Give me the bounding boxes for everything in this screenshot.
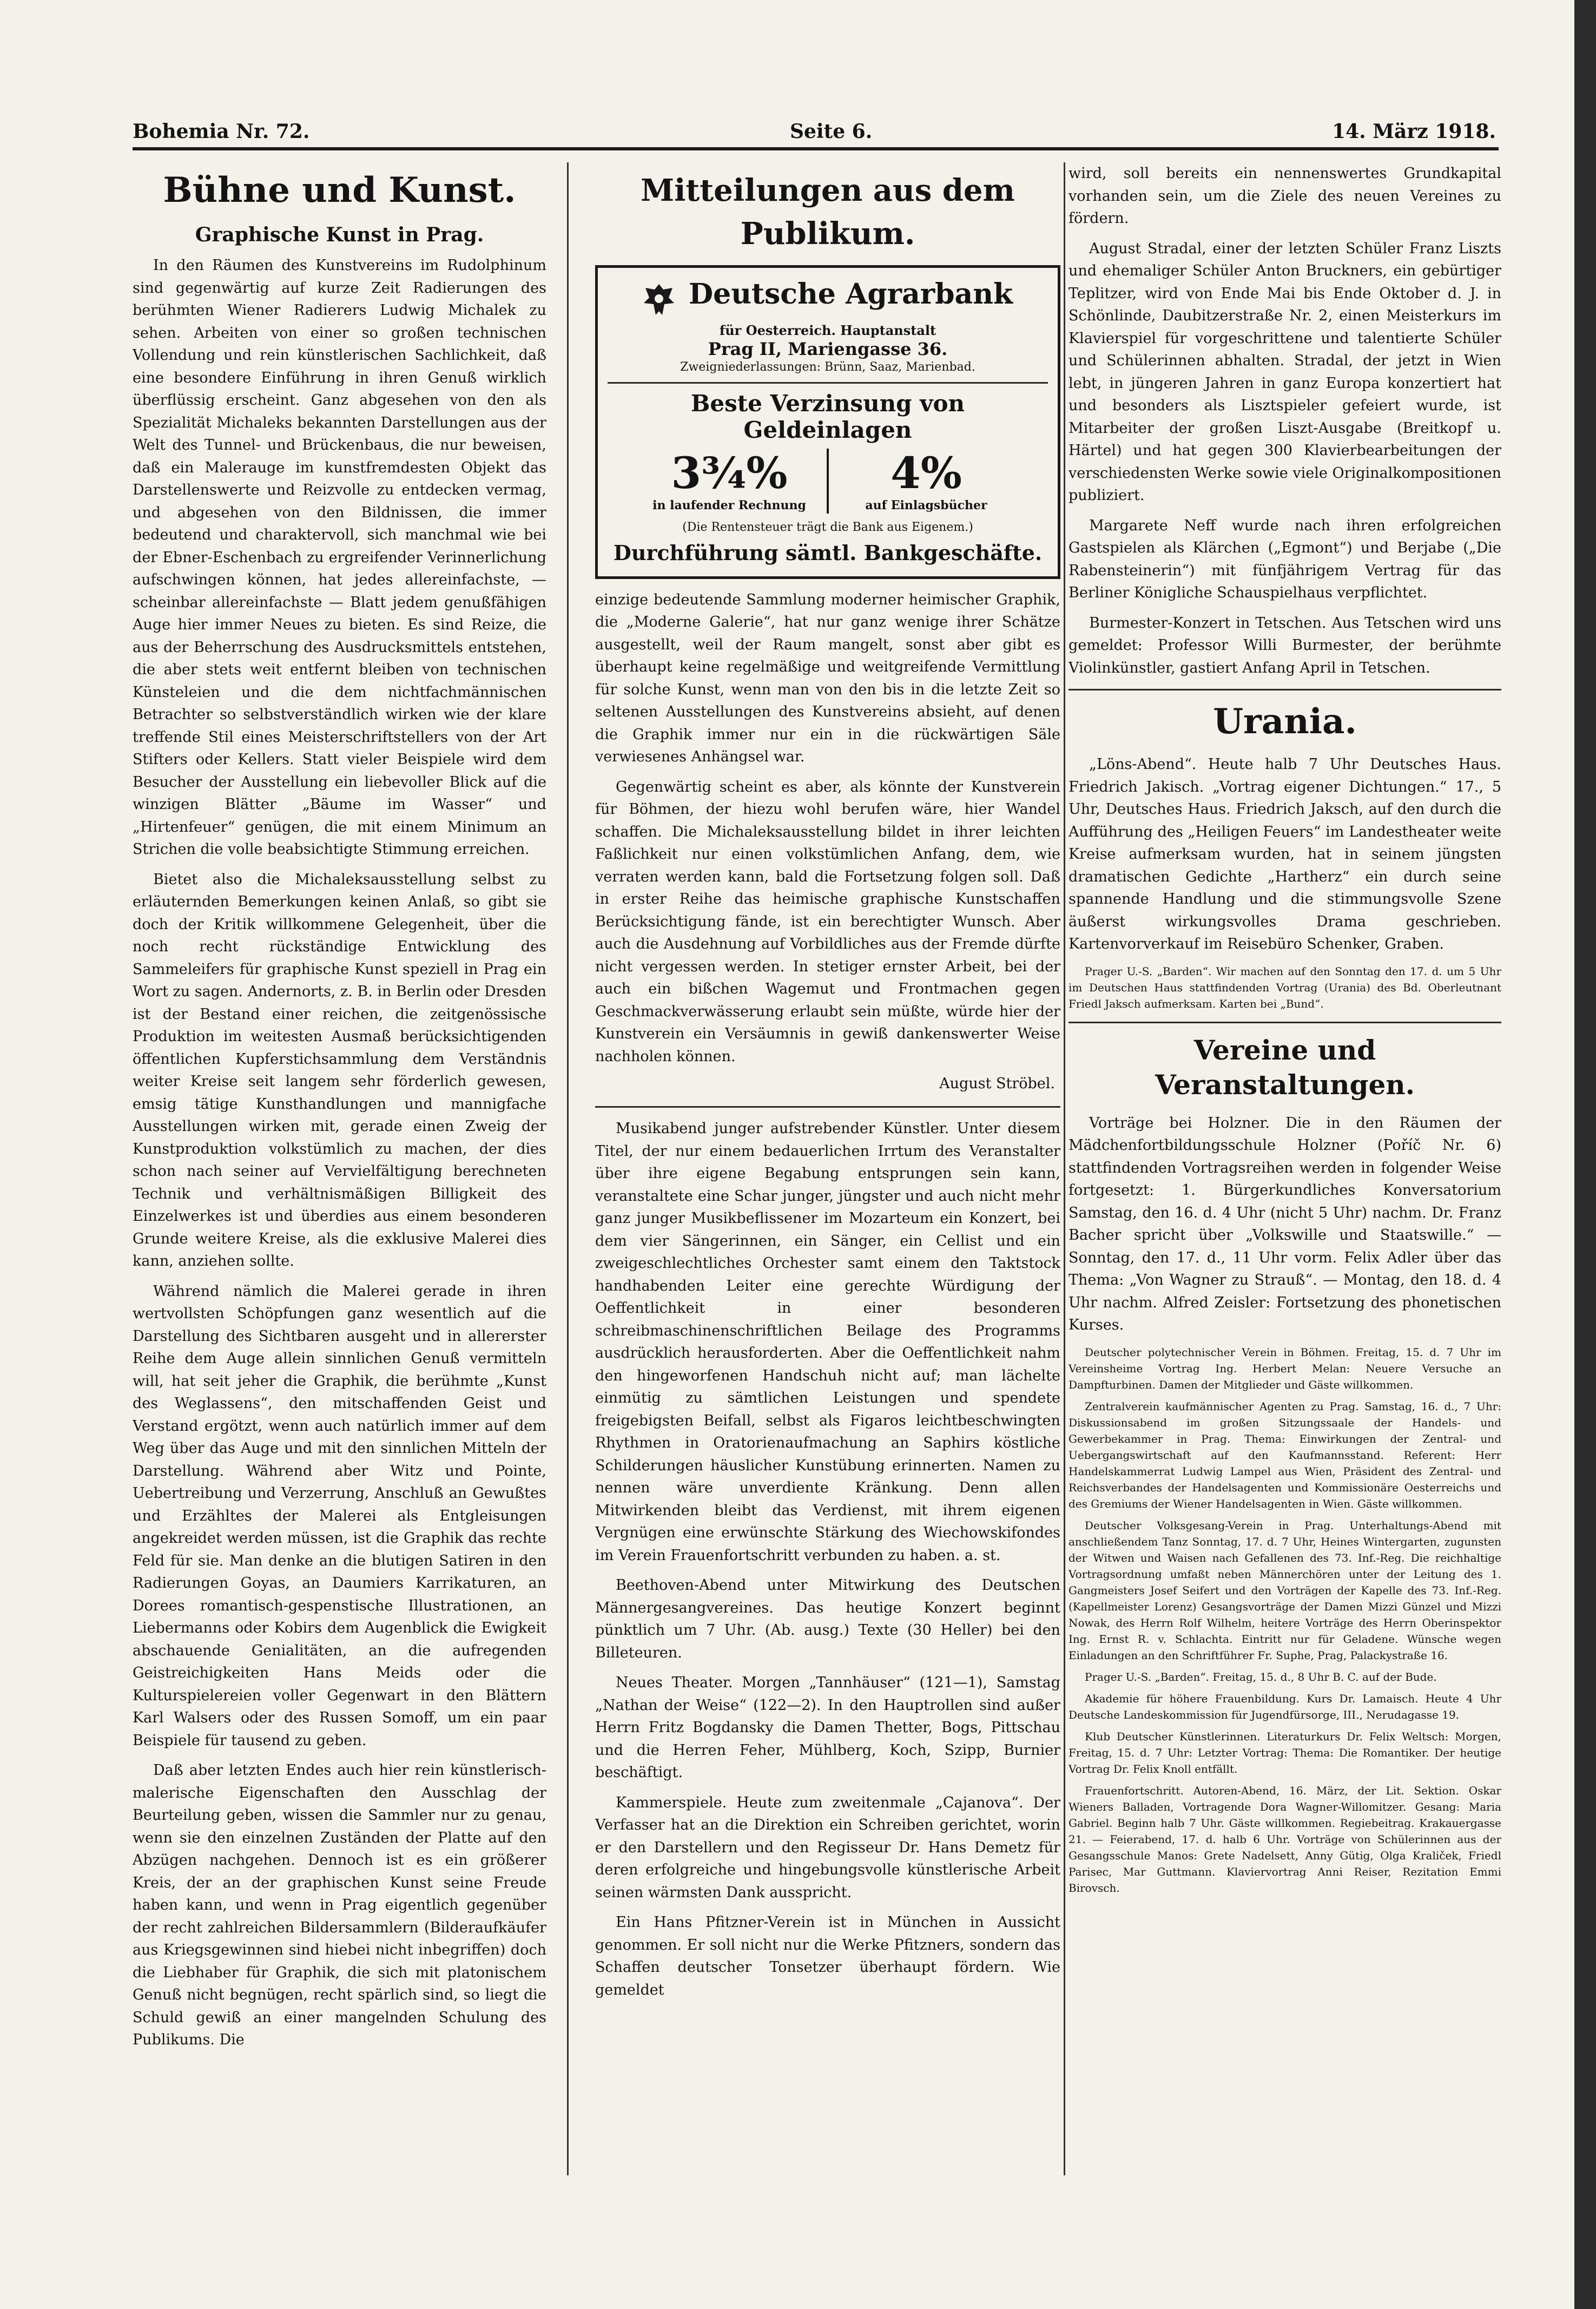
urania-paragraph: „Löns-Abend“. Heute halb 7 Uhr Deutsches Haus. Friedrich Jakisch. „Vortrag eigener Dichtungen.“ 17., 5 Uhr, Deutsches Haus. Friedrich Jaksch, auf den durch die Aufführung des „Heiligen Feuers“ im Landestheater weite Kreise aufmerksam wurden, hat in seinem jüngsten dramatischen Gedichte „Hartherz“ ein durch seine spannende Handlung und die stimmungsvolle Szene äußerst wirkungsvolles Drama geschrieben. Kartenvorverkauf im Reisebüro Schenker, Graben.	[1069, 756, 1501, 952]
rate-label: auf Einlagsbücher	[865, 498, 987, 512]
ad-headline: Beste Verzinsung von Geldeinlagen	[690, 390, 965, 443]
ad-note: (Die Rentensteuer trägt die Bank aus Eigenem.)	[682, 520, 973, 534]
rate-current-account	[648, 449, 810, 514]
rate-value: 3¾%	[671, 447, 788, 498]
ad-footer: Durchführung sämtl. Bankgeschäfte.	[613, 540, 1043, 565]
section-title-mitteilungen: Mitteilungen aus dem Publikum.	[641, 173, 1015, 252]
eagle-emblem-icon	[643, 281, 675, 321]
notice-paragraph: Musikabend junger aufstrebender Künstler. Unter diesem Titel, der nur einem bedauerlichen Irrtum des Veranstalter über ihre eigene Begabung entsprungen sein kann, veranstaltete eine Schar junger, jüngster und auch nicht mehr ganz junger Musikbeflissener im Mozarteum ein Konzert, bei dem vier Sängerinnen, ein Sänger, ein Cellist und ein zweigeschlechtliches Orchester samt einem den Taktstock handhabenden Leiter eine gerechte Würdigung der Oeffentlichkeit in einer besonderen schreibmaschinenschriftlichen Beilage des Programms ausdrücklich herausforderten. Aber die Oeffentlichkeit nahm den hingeworfenen Handschuh nicht auf; man lächelte einmütig zu sämtlichen Leistungen und spendete freigebigsten Beifall, selbst als Figaros leichtbeschwingten Rhythmen in Oratorienaufmachung an Saphirs köstliche Schilderungen häuslicher Kunstübung erinnerten. Namen zu nennen wäre unverdiente Kränkung. Denn allen Mitwirkenden bleibt das Verdienst, mit ihrem eigenen Vergnügen eine erwünschte Stärkung des Wiechowskifondes im Verein Frauenfortschritt verbunden zu haben. a. st.	[595, 1120, 1060, 1564]
rate-value: 4%	[891, 447, 962, 498]
column-3	[1069, 162, 1501, 2175]
notice-paragraph: Margarete Neff wurde nach ihren erfolgreichen Gastspielen als Klärchen („Egmont“) und Berjabe („Die Rabensteinerin“) mit fünfjährigem Vertrag für das Berliner Königliche Schauspielhaus verpflichtet.	[1069, 517, 1501, 601]
section-title-urania: Urania.	[1213, 701, 1357, 742]
event-notice: Deutscher polytechnischer Verein in Böhmen. Freitag, 15. d. 7 Uhr im Vereinsheime Vortrag Ing. Herbert Melan: Neuere Versuche an Dampfturbinen. Damen der Mitglieder und Gäste willkommen.	[1069, 1345, 1501, 1391]
event-notice: Akademie für höhere Frauenbildung. Kurs Dr. Lamaisch. Heute 4 Uhr Deutsche Landeskommission für Jugendfürsorge, III., Nerudagasse 19.	[1069, 1692, 1501, 1721]
header-date: 14. März 1918.	[1331, 120, 1496, 143]
scan-edge	[1574, 0, 1596, 2309]
article-paragraph: Gegenwärtig scheint es aber, als könnte der Kunstverein für Böhmen, der hiezu wohl berufen wäre, hier Wandel schaffen. Die Michaleksausstellung bildet in ihrer leichten Faßlichkeit nur einen volkstümlichen Anfang, dem, wie verraten werden kann, bald die Fortsetzung folgen soll. Daß in erster Reihe das heimische graphische Kunstschaffen Berücksichtigung fände, ist ein berechtigter Wunsch. Aber auch die Ausdehnung auf Vorbildliches aus der Fremde dürfte nicht vergessen werden. In stetiger ernster Arbeit, bei der auch ein bißchen Wagemut und Frontmachen gegen Geschmackverwässerung erlaubt sein müßte, würde hier der Kunstverein ein Versäumnis in gewiß dankenswerter Weise nachholen können.	[595, 778, 1060, 1065]
section-title-buehne-und-kunst: Bühne und Kunst.	[163, 170, 516, 210]
notice-paragraph: Ein Hans Pfitzner-Verein ist in München in Aussicht genommen. Er soll nicht nur die Werke Pfitzners, sondern das Schaffen deutscher Tonsetzer überhaupt fördern. Wie gemeldet	[595, 1914, 1060, 1998]
urania-notice: Prager U.-S. „Barden“. Wir machen auf den Sonntag den 17. d. um 5 Uhr im Deutschen Haus stattfindenden Vortrag (Urania) des Bd. Oberleutnant Friedl Jaksch aufmerksam. Karten bei „Bund“.	[1069, 964, 1501, 1010]
bank-advertisement	[595, 265, 1060, 579]
column-1	[133, 162, 546, 2175]
event-notice: Prager U.-S. „Barden“. Freitag, 15. d., 8 Uhr B. C. auf der Bude.	[1085, 1670, 1437, 1683]
rate-divider	[827, 449, 829, 514]
notice-paragraph: Neues Theater. Morgen „Tannhäuser“ (121—1), Samstag „Nathan der Weise“ (122—2). In den Hauptrollen sind außer Herrn Fritz Bogdansky die Damen Thetter, Bogs, Pittschau und die Herren Feher, Mühlberg, Koch, Szipp, Burnier beschäftigt.	[595, 1674, 1060, 1781]
section-title-vereine: Vereine und Veranstaltungen.	[1155, 1034, 1415, 1101]
bank-branches: Zweigniederlassungen: Brünn, Saaz, Marienbad.	[680, 360, 975, 374]
article-paragraph: einzige bedeutende Sammlung moderner heimischer Graphik, die „Moderne Galerie“, hat nur ganz wenige ihrer Schätze ausgestellt, weil der Raum mangelt, sonst aber gibt es überhaupt keine regelmäßige und weitgreifende Vermittlung für solche Kunst, wenn man von den bis in die letzte Zeit so seltenen Ausstellungen des Kunstvereins absieht, auf denen die Graphik immer nur ein in die rückwärtigen Säle verwiesenes Anhängsel war.	[595, 591, 1060, 765]
bank-subline: für Oesterreich. Hauptanstalt	[719, 322, 937, 338]
column-2	[595, 162, 1060, 2175]
section-divider	[1069, 689, 1501, 690]
column-divider	[1064, 162, 1065, 2175]
article-title: Graphische Kunst in Prag.	[195, 223, 484, 246]
article-paragraph: Bietet also die Michaleksausstellung selbst zu erläuternden Bemerkungen keinen Anlaß, so gibt sie doch der Kritik willkommene Gelegenheit, über die noch recht rückständige Entwicklung des Sammeleifers für graphische Kunst speziell in Prag ein Wort zu sagen. Andernorts, z. B. in Berlin oder Dresden ist der Bestand einer reichen, die zeitgenössische Produktion im weitesten Ausmaß berücksichtigenden öffentlichen Kupferstichsammlung dem Verständnis weiter Kreise seit langem sehr förderlich gewesen, emsig tätige Kunsthandlungen und mannigfache Ausstellungen wirken mit, gerade einen Zweig der Kunstproduktion volkstümlich zu machen, der dies schon nach seiner auf Vervielfältigung berechneten Technik und verhältnismäßigen Billigkeit des Einzelwerkes ist und überdies aus einem besonderen Grunde weitere Kreise, als die exklusive Malerei dies kann, anziehen sollte.	[133, 871, 546, 1269]
article-divider	[595, 1106, 1060, 1108]
event-notice: Deutscher Volksgesang-Verein in Prag. Unterhaltungs-Abend mit anschließendem Tanz Sonntag, 17. d. 7 Uhr, Heines Wintergarten, zugunsten der Witwen und Waisen nach Gefallenen des 73. Inf.-Reg. Die reichhaltige Vortragsordnung umfaßt neben Männerchören unter der Leitung des 1. Gangmeisters Josef Seifert und den Vorträgen der Kapelle des 73. Inf.-Reg. (Kapellmeister Lorenz) Gesangsvorträge der Damen Mizzi Günzel und Mizzi Nowak, des Herrn Rolf Wilhelm, heitere Vorträge des Herrn Oberinspektor Ing. Ernst R. v. Schlachta. Eintritt nur für Geladene. Wünsche wegen Einladungen an den Schriftführer Fr. Suphe, Prag, Palackystraße 16.	[1069, 1518, 1501, 1662]
ad-divider	[608, 382, 1048, 384]
event-notice: Klub Deutscher Künstlerinnen. Literaturkurs Dr. Felix Weltsch: Morgen, Freitag, 15. d. 7 Uhr: Letzter Vortrag: Thema: Die Romantiker. Der heutige Vortrag Dr. Felix Knoll entfällt.	[1069, 1729, 1501, 1775]
article-paragraph: In den Räumen des Kunstvereins im Rudolphinum sind gegenwärtig auf kurze Zeit Radierungen des berühmten Wiener Radierers Ludwig Michalek zu sehen. Arbeiten von einer so großen technischen Vollendung und rein künstlerischen Sachlichkeit, daß eine besondere Einführung in ihren Genuß wirklich überflüssig erscheint. Ganz abgesehen von den als Spezialität Michaleks bekannten Darstellungen aus der Welt des Tunnel- und Brückenbaus, die nur beweisen, daß ein Malerauge im kunstfremdesten Objekt das Darstellenswerte und Reizvolle zu entdecken vermag, und abgesehen von den Bildnissen, die immer bedeutend und charaktervoll, sich manchmal wie bei der Ebner-Eschenbach zu ergreifender Verinnerlichung aufschwingen können, hat jedes allereinfachste, — scheinbar allereinfachste — Blatt jedem genußfähigen Auge hier immer Neues zu bieten. Es sind Reize, die aus der Beherrschung des Ausdrucksmittels entstehen, die aber stets weit entfernt bleiben von technischen Künsteleien und die dem nichtfachmännischen Betrachter so selbstverständlich wirken wie der klare treffende Stil eines Meisterschriftstellers von der Art Stifters oder Kellers. Statt vieler Beispiele wird dem Besucher der Ausstellung ein liebevoller Blick auf die winzigen Blätter „Bäume im Wasser“ und „Hirtenfeuer“ genügen, die mit einem Minimum an Strichen die volle beabsichtigte Stimmung erreichen.	[133, 257, 546, 858]
notice-paragraph: wird, soll bereits ein nennenswertes Grundkapital vorhanden sein, um die Ziele des neuen Vereines zu fördern.	[1069, 165, 1501, 227]
vereine-paragraph: Vorträge bei Holzner. Die in den Räumen der Mädchenfortbildungsschule Holzner (Poříč Nr. 6) stattfindenden Vortragsreihen werden in folgender Weise fortgesetzt: 1. Bürgerkundliches Konversatorium Samstag, den 16. d. 4 Uhr (nicht 5 Uhr) nachm. Dr. Franz Bacher spricht über „Volkswille und Staatswille.“ — Sonntag, den 17. d., 11 Uhr vorm. Felix Adler über das Thema: „Von Wagner zu Strauß“. — Montag, den 18. d. 4 Uhr nachm. Alfred Zeisler: Fortsetzung des phonetischen Kurses.	[1069, 1114, 1501, 1333]
header-rule	[133, 147, 1499, 150]
bank-name: Deutsche Agrarbank	[689, 278, 1013, 311]
notice-paragraph: Beethoven-Abend unter Mitwirkung des Deutschen Männergesangvereines. Das heutige Konzert beginnt pünktlich um 7 Uhr. (Ab. ausg.) Texte (30 Heller) bei den Billeteuren.	[595, 1577, 1060, 1661]
header-page-number: Seite 6.	[790, 120, 873, 143]
notice-paragraph: August Stradal, einer der letzten Schüler Franz Liszts und ehemaliger Schüler Anton Bruckners, ein gebürtiger Teplitzer, wird von Ende Mai bis Ende Oktober d. J. in Schönlinde, Daubitzerstraße Nr. 2, einen Meisterkurs im Klavierspiel für vorgeschrittene und talentierte Schüler und Schülerinnen abhalten. Stradal, der jetzt in Wien lebt, in jüngeren Jahren in ganz Europa konzertiert hat und besonders als Lisztspieler gefeiert wurde, ist Mitarbeiter der großen Liszt-Ausgabe (Breitkopf u. Härtel) und hat gegen 300 Klavierbearbeitungen der verschiedensten Werke sowie viele Originalkompositionen publiziert.	[1069, 240, 1501, 504]
notice-paragraph: Burmester-Konzert in Tetschen. Aus Tetschen wird uns gemeldet: Professor Willi Burmester, der berühmte Violinkünstler, gastiert Anfang April in Tetschen.	[1069, 614, 1501, 676]
header-issue: Bohemia Nr. 72.	[133, 120, 310, 143]
event-notice: Frauenfortschritt. Autoren-Abend, 16. März, der Lit. Sektion. Oskar Wieners Balladen, Vortragende Dora Wagner-Willomitzer. Gesang: Maria Gabriel. Beginn halb 7 Uhr. Gäste willkommen. Regiebeitrag. Krakauergasse 21. — Feierabend, 17. d. halb 6 Uhr. Vorträge von Schülerinnen aus der Gesangsschule Manos: Grete Nadelsett, Anny Gütig, Olga Kraliček, Friedl Parisec, Mar Guttmann. Klaviervortrag Anni Reiser, Rezitation Emmi Birovsch.	[1069, 1784, 1501, 1894]
rate-label: in laufender Rechnung	[652, 498, 806, 512]
event-notice: Zentralverein kaufmännischer Agenten zu Prag. Samstag, 16. d., 7 Uhr: Diskussionsabend im großen Sitzungssaale der Handels- und Gewerbekammer in Prag. Thema: Einwirkungen der Zentral- und Uebergangswirtschaft auf den Kaufmannsstand. Referent: Herr Handelskammerrat Ludwig Lampel aus Wien, Präsident des Zentral- und Reichsverbandes der Handelsagenten und Kommissionäre Oesterreichs und des Gremiums der Wiener Handelsagenten in Wien. Gäste willkommen.	[1069, 1399, 1501, 1510]
section-divider	[1069, 1022, 1501, 1023]
notice-paragraph: Kammerspiele. Heute zum zweitenmale „Cajanova“. Der Verfasser hat an die Direktion ein Schreiben gerichtet, worin er den Darstellern und den Regisseur Dr. Hans Demetz für deren erfolgreiche und hingebungsvolle künstlerische Arbeit seinen wärmsten Dank ausspricht.	[595, 1794, 1060, 1901]
author-signature: August Ströbel.	[939, 1075, 1055, 1092]
column-divider	[567, 162, 569, 2175]
page-header	[133, 120, 1496, 147]
interest-rates	[608, 449, 1048, 514]
article-paragraph: Während nämlich die Malerei gerade in ihren wertvollsten Schöpfungen ganz wesentlich auf die Darstellung des Sichtbaren ausgeht und in allererster Reihe dem Auge allein sinnlichen Genuß vermitteln will, hat seit jeher die Graphik, die berühmte „Kunst des Weglassens“, den mitschaffenden Geist und Verstand ergötzt, wenn auch natürlich immer auf dem Weg über das Auge und mit den sinnlichen Mitteln der Darstellung. Während aber Witz und Pointe, Uebertreibung und Verzerrung, Anschluß an Gewußtes und Erzähltes der Malerei als Entgleisungen angekreidet werden müssen, ist die Graphik das rechte Feld für sie. Man denke an die blutigen Satiren in den Radierungen Goyas, an Daumiers Karrikaturen, an Dorees romantisch-gespenstische Illustrationen, an Liebermanns oder Kobirs dem Augenblick die Ewigkeit abschauende Genialitäten, an die aufregenden Geistreichigkeiten Hans Meids oder die Kulturspielereien voller Gegenwart in den Blättern Karl Walsers oder des Russen Somoff, um ein paar Beispiele für tausend zu geben.	[133, 1282, 546, 1749]
bank-address: Prag II, Mariengasse 36.	[708, 338, 948, 359]
article-paragraph: Daß aber letzten Endes auch hier rein künstlerisch-malerische Eigenschaften den Ausschlag der Beurteilung geben, wissen die Sammler nur zu genau, wenn sie den einzelnen Zuständen der Platte auf den Abzügen nachgehen. Dennoch ist es ein größerer Kreis, der an der graphischen Kunst seine Freude haben kann, und wenn in Prag eigentlich gegenüber der recht zahlreichen Bildersammlern (Bilderaufkäufer aus Kriegsgewinnen sind hiebei nicht inbegriffen) doch die Liebhaber für Graphik, die sich mit platonischem Genuß nicht begnügen, recht spärlich sind, so liegt die Schuld gewiß an einer mangelnden Schulung des Publikums. Die	[133, 1762, 546, 2048]
rate-savings-books	[845, 449, 1007, 514]
